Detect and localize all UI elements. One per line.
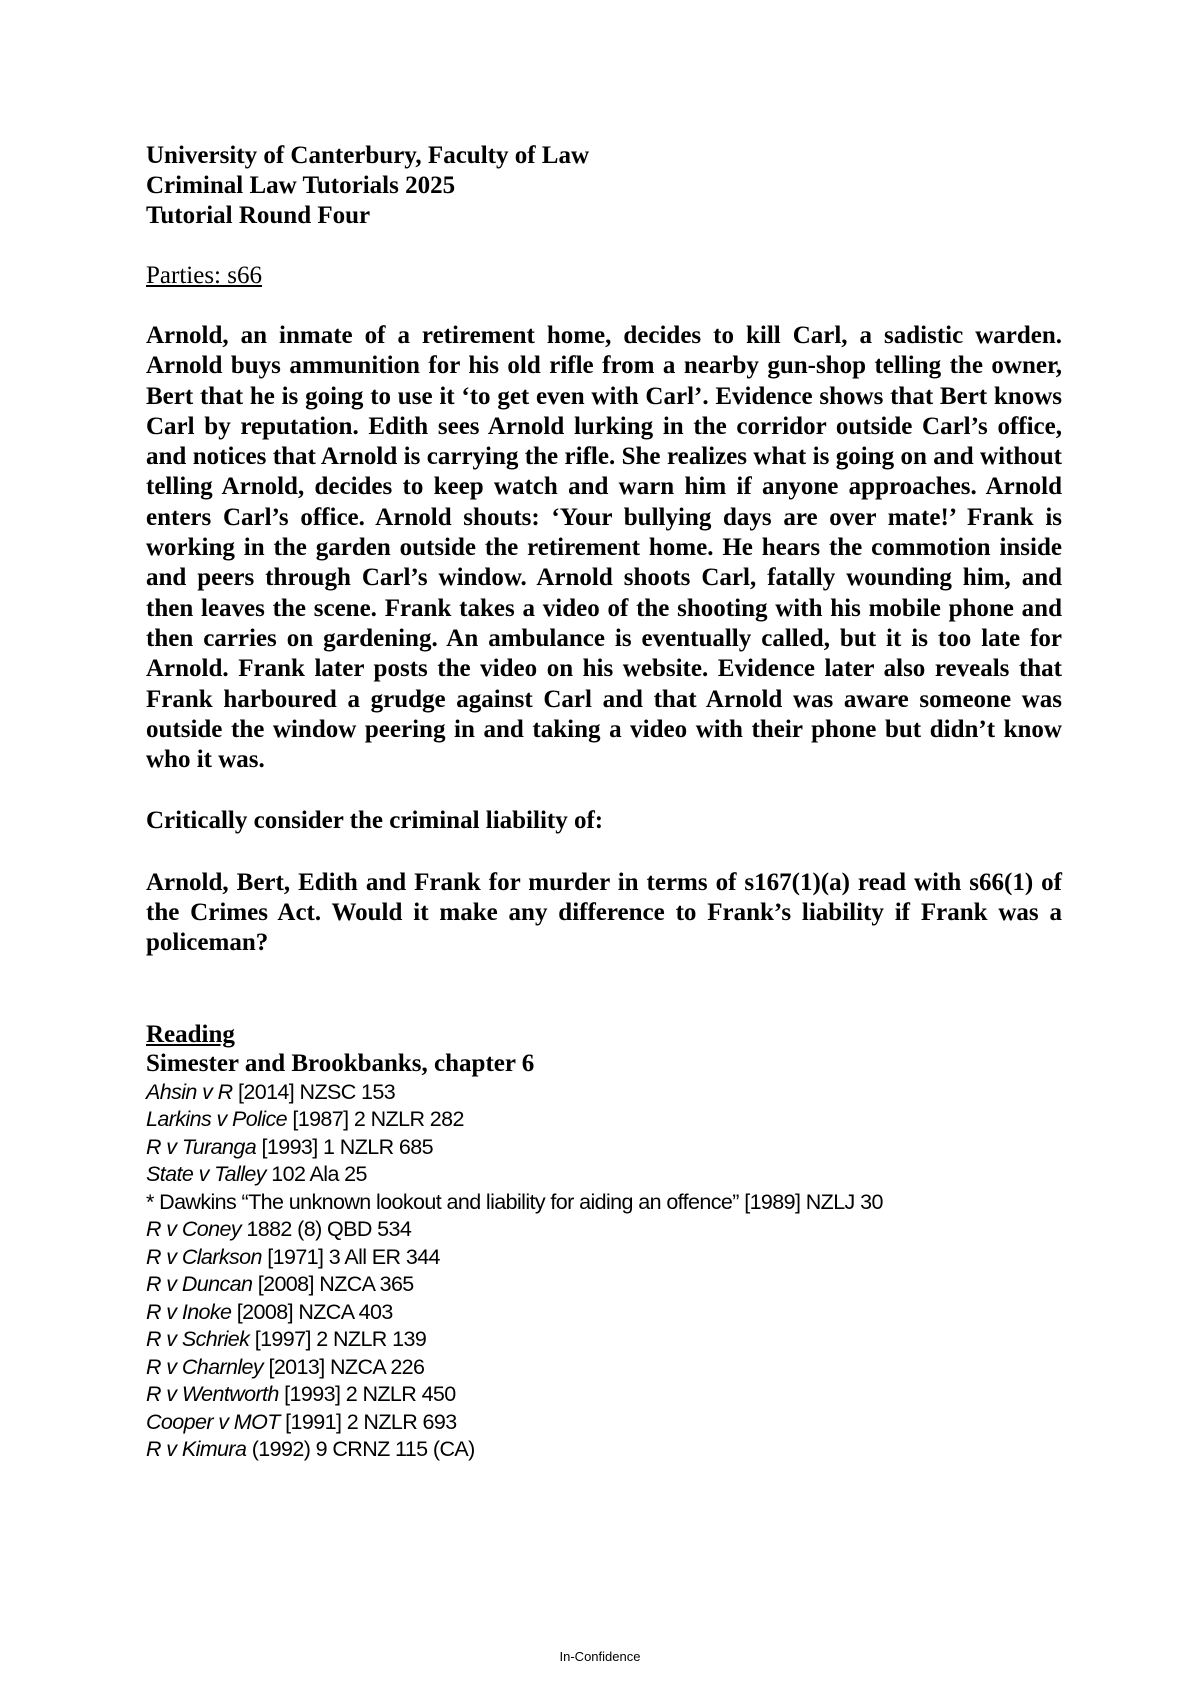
- case-name: State v Talley: [146, 1162, 266, 1187]
- reading-item: [146, 1299, 1062, 1327]
- reading-list: [146, 1079, 1062, 1464]
- case-citation: [2008] NZCA 403: [231, 1299, 393, 1324]
- reading-item: [146, 1189, 1062, 1217]
- reading-item: [146, 1244, 1062, 1272]
- question-body: Arnold, Bert, Edith and Frank for murder in terms of s167(1)(a) read with s66(1) of the Crimes Act. Would it make any difference to Frank’s liability if Frank was a policeman?: [146, 868, 1062, 957]
- case-name: R v Inoke: [146, 1299, 232, 1324]
- reading-item: [146, 1271, 1062, 1299]
- case-name: Larkins v Police: [146, 1107, 287, 1132]
- reading-item: [146, 1381, 1062, 1409]
- case-citation: [1997] 2 NZLR 139: [249, 1327, 427, 1352]
- case-name: R v Clarkson: [146, 1244, 262, 1269]
- university-title: University of Canterbury, Faculty of Law: [146, 142, 590, 169]
- scenario-paragraph: Arnold, an inmate of a retirement home, decides to kill Carl, a sadistic warden. Arnold buys ammunition for his old rifle from a nearby gun-shop telling the owner, Bert that he is going to use it ‘to get even with Carl’. Evidence shows that Bert knows Carl by reputation. Edith sees Arnold lurking in the corridor outside Carl’s office, and notices that Arnold is carrying the rifle. She realizes what is going on and without telling Arnold, decides to keep watch and warn him if anyone approaches. Arnold enters Carl’s office. Arnold shouts: ‘Your bullying days are over mate!’ Frank is working in the garden outside the retirement home. He hears the commotion inside and peers through Carl’s window. Arnold shoots Carl, fatally wounding him, and then leaves the scene. Frank takes a video of the shooting with his mobile phone and then carries on gardening. An ambulance is eventually called, but it is too late for Arnold. Frank later posts the video on his website. Evidence later also reveals that Frank harboured a grudge against Carl and that Arnold was aware someone was outside the window peering in and taking a video with their phone but didn’t know who it was.: [146, 322, 1062, 774]
- reading-item: [146, 1161, 1062, 1189]
- case-citation: [1971] 3 All ER 344: [261, 1244, 440, 1269]
- reading-textbook: Simester and Brookbanks, chapter 6: [146, 1049, 535, 1077]
- case-name: R v Schriek: [146, 1327, 250, 1352]
- case-citation: [2013] NZCA 226: [263, 1354, 425, 1379]
- reading-item: [146, 1326, 1062, 1354]
- document-page: [146, 141, 1062, 1464]
- case-citation: [1993] 2 NZLR 450: [278, 1382, 456, 1407]
- reading-item: [146, 1409, 1062, 1437]
- case-name: Cooper v MOT: [146, 1409, 280, 1434]
- case-citation: * Dawkins “The unknown lookout and liability for aiding an offence” [1989] NZLJ 30: [146, 1189, 883, 1214]
- reading-heading: Reading: [146, 1020, 235, 1048]
- case-citation: [2008] NZCA 365: [252, 1272, 414, 1297]
- case-name: Ahsin v R: [146, 1079, 233, 1104]
- case-citation: 1882 (8) QBD 534: [240, 1217, 412, 1242]
- case-name: R v Kimura: [146, 1437, 247, 1462]
- reading-item: [146, 1436, 1062, 1464]
- case-name: R v Wentworth: [146, 1382, 279, 1407]
- case-citation: (1992) 9 CRNZ 115 (CA): [246, 1437, 475, 1462]
- case-name: R v Charnley: [146, 1354, 264, 1379]
- reading-section: [146, 1021, 1062, 1464]
- question-intro: Critically consider the criminal liability of:: [146, 807, 604, 835]
- reading-item: [146, 1079, 1062, 1107]
- document-header: [146, 141, 1062, 231]
- case-name: R v Coney: [146, 1217, 241, 1242]
- section-title: Parties: s66: [146, 262, 262, 289]
- case-name: R v Turanga: [146, 1134, 257, 1159]
- tutorial-round-title: Tutorial Round Four: [146, 202, 371, 229]
- reading-item: [146, 1134, 1062, 1162]
- case-citation: 102 Ala 25: [265, 1162, 367, 1187]
- case-citation: [1991] 2 NZLR 693: [279, 1409, 457, 1434]
- footer-classification: In-Confidence: [559, 1649, 641, 1664]
- course-title: Criminal Law Tutorials 2025: [146, 172, 456, 199]
- reading-item: [146, 1216, 1062, 1244]
- case-citation: [1993] 1 NZLR 685: [256, 1134, 433, 1159]
- case-citation: [2014] NZSC 153: [232, 1079, 396, 1104]
- case-name: R v Duncan: [146, 1272, 253, 1297]
- reading-item: [146, 1354, 1062, 1382]
- case-citation: [1987] 2 NZLR 282: [286, 1107, 464, 1132]
- reading-item: [146, 1106, 1062, 1134]
